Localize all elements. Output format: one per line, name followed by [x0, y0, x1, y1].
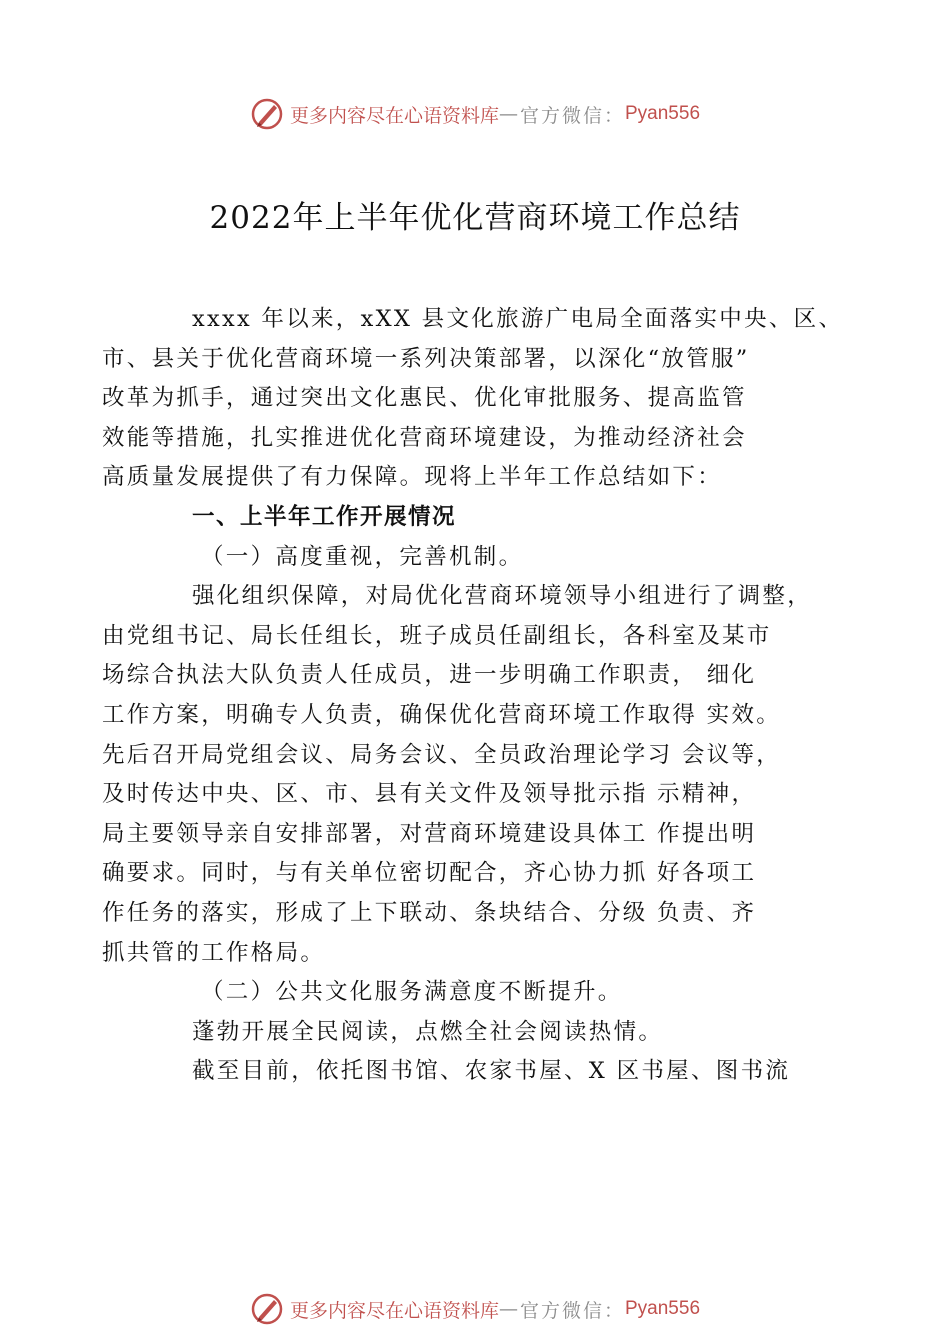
text-line: （二）公共文化服务满意度不断提升。	[201, 979, 623, 1006]
text-line: 由党组书记、局长任组长，班子成员任副组长，各科室及某市	[102, 622, 772, 649]
text-line: 强化组织保障，对局优化营商环境领导小组进行了调整，	[192, 583, 813, 610]
text-line: 高质量发展提供了有力保障。现将上半年工作总结如下：	[102, 464, 723, 491]
section-heading	[147, 498, 847, 538]
text-line: 作任务的落实，形成了上下联动、条块结合、分级 负责、齐	[102, 899, 757, 926]
body-paragraph	[147, 1013, 847, 1053]
header-banner	[0, 94, 950, 134]
banner-wechat-id: Pyan556	[625, 1298, 701, 1319]
banner-grey-text: 官方微信：	[519, 1299, 625, 1322]
banner-dash: —	[498, 1298, 520, 1320]
text-line: （一）高度重视，完善机制。	[201, 543, 524, 570]
document-title: 2022年上半年优化营商环境工作总结	[209, 200, 741, 236]
pen-logo-icon	[250, 1292, 284, 1326]
banner-dash: —	[498, 103, 520, 125]
text-line: 效能等措施，扎实推进优化营商环境建设，为推动经济社会	[102, 424, 747, 451]
text-line: xxxx 年以来，xXX 县文化旅游广电局全面落实中央、区、	[192, 306, 844, 332]
banner-red-text: 更多内容尽在心语资料库	[289, 1299, 499, 1322]
footer-banner	[0, 1289, 950, 1329]
banner-grey-text: 官方微信：	[519, 104, 625, 127]
text-line: 确要求。同时，与有关单位密切配合，齐心协力抓 好各项工	[102, 860, 757, 887]
text-line: 先后召开局党组会议、局务会议、全员政治理论学习 会议等，	[102, 741, 782, 768]
text-line: 截至目前，依托图书馆、农家书屋、X 区书屋、图书流	[192, 1058, 791, 1085]
text-line: 蓬勃开展全民阅读，点燃全社会阅读热情。	[192, 1018, 664, 1045]
text-line: 及时传达中央、区、市、县有关文件及领导批示指 示精神，	[102, 781, 757, 808]
text-line: 一、上半年工作开展情况	[192, 503, 457, 530]
body-paragraph	[102, 300, 847, 498]
text-line: 改革为抓手，通过突出文化惠民、优化审批服务、提高监管	[102, 385, 747, 412]
body-paragraph	[147, 1052, 847, 1092]
banner-wechat-id: Pyan556	[625, 103, 701, 124]
text-line: 市、县关于优化营商环境一系列决策部署，以深化“放管服”	[102, 345, 750, 372]
banner-red-text: 更多内容尽在心语资料库	[289, 104, 499, 127]
subsection-heading	[147, 973, 847, 1013]
pen-logo-icon	[250, 97, 284, 131]
subsection-heading	[147, 538, 847, 578]
body-paragraph	[102, 577, 847, 973]
text-line: 局主要领导亲自安排部署，对营商环境建设具体工 作提出明	[102, 820, 757, 847]
text-line: 工作方案，明确专人负责，确保优化营商环境工作取得 实效。	[102, 701, 782, 728]
text-line: 抓共管的工作格局。	[102, 939, 326, 966]
document-body	[102, 300, 847, 1092]
text-line: 场综合执法大队负责人任成员，进一步明确工作职责， 细化	[102, 662, 757, 689]
